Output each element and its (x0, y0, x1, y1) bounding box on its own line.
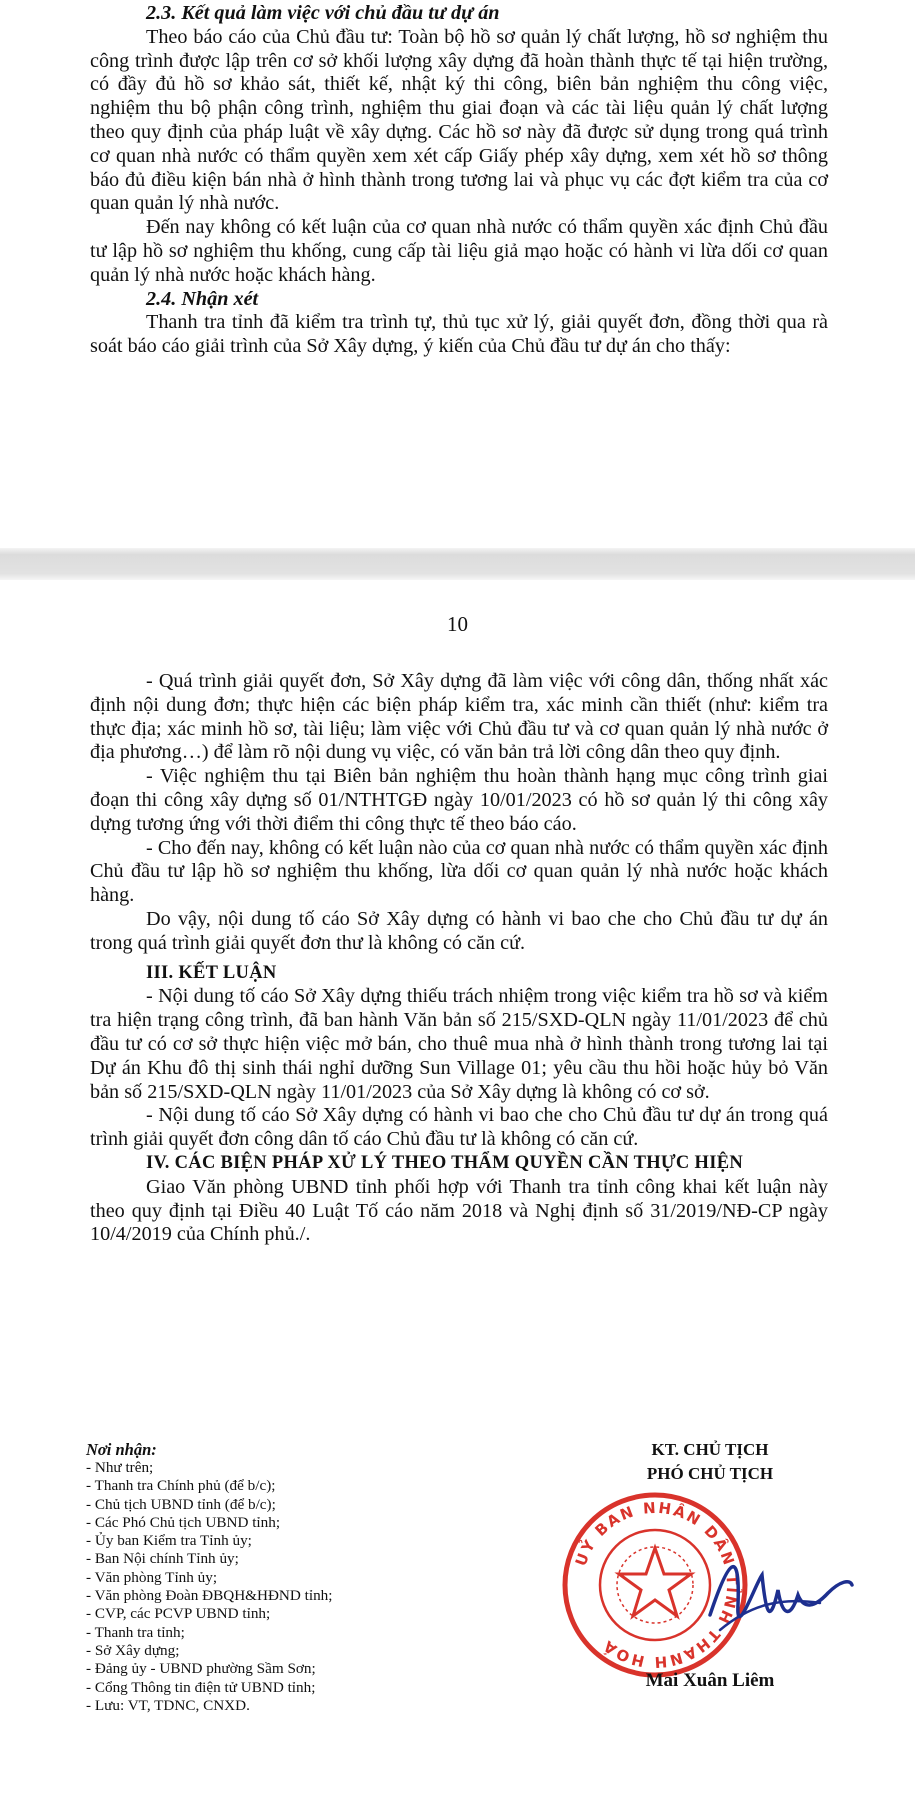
bullet-acceptance: - Việc nghiệm thu tại Biên bản nghiệm thu hoàn thành hạng mục công trình giai đoạn thi công xây dựng số 01/NTHTGĐ ngày 10/01/2023 có hồ sơ quản lý thi công xây dựng tương ứng với thời điểm thi công thực tế theo báo cáo. (90, 765, 828, 835)
recipients-title: Nơi nhận: (86, 1440, 157, 1459)
signer-name: Mai Xuân Liêm (645, 1670, 775, 1691)
signature-line-2: PHÓ CHỦ TỊCH (646, 1464, 774, 1483)
paragraph-measures: Giao Văn phòng UBND tỉnh phối hợp với Thanh tra tỉnh công khai kết luận này theo quy định tại Điều 40 Luật Tố cáo năm 2018 và Nghị định số 31/2019/NĐ-CP ngày 10/4/2019 của Chính phủ./. (90, 1175, 828, 1246)
recipient-item: - Đảng ủy - UBND phường Sầm Sơn; (86, 1660, 316, 1678)
heading-measures: IV. CÁC BIỆN PHÁP XỬ LÝ THEO THẨM QUYỀN CẦN THỰC HIỆN (146, 1152, 744, 1173)
recipient-item: - Các Phó Chủ tịch UBND tỉnh; (86, 1513, 281, 1531)
recipient-item: - Ủy ban Kiểm tra Tỉnh ủy; (86, 1532, 252, 1550)
recipient-item: - Văn phòng Tỉnh ủy; (86, 1568, 218, 1586)
conclusion-2: - Nội dung tố cáo Sở Xây dựng có hành vi bao che cho Chủ đầu tư dự án trong quá trình giải quyết đơn công dân tố cáo Chủ đầu tư là không có căn cứ. (90, 1104, 828, 1151)
recipient-item: - Lưu: VT, TDNC, CNXD. (86, 1696, 250, 1714)
heading-2-4: 2.4. Nhận xét (146, 287, 259, 310)
conclusion-1: - Nội dung tố cáo Sở Xây dựng thiếu trách nhiệm trong việc kiểm tra hồ sơ và kiểm tra hiện trạng công trình, đã ban hành Văn bản số 215/SXD-QLN ngày 11/01/2023 để chủ đầu tư có cơ sở thực hiện việc mở bán, cho thuê mua nhà ở hình thành trong tương lai tại Dự án Khu đô thị sinh thái nghỉ dưỡng Sun Village 01; yêu cầu thu hồi hoặc hủy bỏ Văn bản số 215/SXD-QLN ngày 11/01/2023 của Sở Xây dựng là không có cơ sở. (90, 985, 828, 1103)
recipient-item: - Thanh tra tỉnh; (86, 1623, 185, 1641)
bullet-process: - Quá trình giải quyết đơn, Sở Xây dựng đã làm việc với công dân, thống nhất xác định nội dung đơn; thực hiện các biện pháp kiểm tra, xác minh cần thiết (như: kiểm tra thực địa; xác minh hồ sơ, tài liệu; làm việc với Chủ đầu tư và cơ quan quản lý nhà nước ở địa phương…) để làm rõ nội dung vụ việc, có văn bản trả lời công dân theo quy định. (90, 670, 828, 764)
page-number: 10 (447, 612, 468, 636)
heading-2-3: 2.3. Kết quả làm việc với chủ đầu tư dự án (146, 2, 500, 24)
paragraph-no-conclusion: Đến nay không có kết luận của cơ quan nhà nước có thẩm quyền xác định Chủ đầu tư lập hồ sơ nghiệm thu khống, cung cấp tài liệu giả mạo hoặc có hành vi lừa dối cơ quan quản lý nhà nước hoặc khách hàng. (90, 216, 828, 286)
page-9-bottom (0, 0, 915, 548)
recipient-item: - Như trên; (86, 1459, 154, 1476)
section-2-3 (90, 2, 828, 359)
paragraph-inspection: Thanh tra tỉnh đã kiểm tra trình tự, thủ tục xử lý, giải quyết đơn, đồng thời qua rà soát báo cáo giải trình của Sở Xây dựng, ý kiến của Chủ đầu tư dự án cho thấy: (90, 311, 828, 358)
signature-line-1: KT. CHỦ TỊCH (651, 1440, 769, 1459)
recipient-item: - Ban Nội chính Tỉnh ủy; (86, 1550, 239, 1568)
recipient-item: - CVP, các PCVP UBND tỉnh; (86, 1605, 271, 1623)
recipient-item: - Sở Xây dựng; (86, 1641, 180, 1659)
recipient-item: - Chủ tịch UBND tỉnh (để b/c); (86, 1495, 276, 1513)
heading-conclusion: III. KẾT LUẬN (146, 962, 277, 983)
recipient-item: - Thanh tra Chính phủ (để b/c); (86, 1477, 276, 1495)
handwritten-signature-icon (700, 1545, 860, 1655)
signature-title (560, 1438, 860, 1486)
paragraph-owner-report: Theo báo cáo của Chủ đầu tư: Toàn bộ hồ sơ quản lý chất lượng, hồ sơ nghiệm thu công trình được lập trên cơ sở khối lượng xây dựng đã hoàn thành thực tế tại hiện trường, có đầy đủ hồ sơ khảo sát, thiết kế, nhật ký thi công, biên bản nghiệm thu công việc, nghiệm thu bộ phận công trình, nghiệm thu giai đoạn và các tài liệu quản lý chất lượng theo quy định của pháp luật về xây dựng. Các hồ sơ này đã được sử dụng trong quá trình cơ quan nhà nước có thẩm quyền xem xét cấp Giấy phép xây dựng, xem xét hồ sơ thông báo đủ điều kiện bán nhà ở hình thành trong tương lai và phục vụ các đợt kiểm tra của cơ quan quản lý nhà nước. (90, 25, 828, 215)
recipients-list (86, 1440, 506, 1715)
page-10-body (90, 670, 828, 1247)
bullet-no-conclusion: - Cho đến nay, không có kết luận nào của cơ quan nhà nước có thẩm quyền xác định Chủ đầu tư lập hồ sơ nghiệm thu khống, lừa dối cơ quan quản lý nhà nước hoặc khách hàng. (90, 836, 828, 907)
paragraph-therefore: Do vậy, nội dung tố cáo Sở Xây dựng có hành vi bao che cho Chủ đầu tư dự án trong quá trình giải quyết đơn thư là không có căn cứ. (90, 907, 828, 954)
recipient-item: - Cổng Thông tin điện tử UBND tỉnh; (86, 1678, 316, 1696)
seal-text: UỶ BAN NHÂN DÂN TỈNH THANH HOÁ (571, 1498, 742, 1672)
page-separator (0, 548, 915, 580)
recipient-item: - Văn phòng Đoàn ĐBQH&HĐND tỉnh; (86, 1587, 333, 1605)
